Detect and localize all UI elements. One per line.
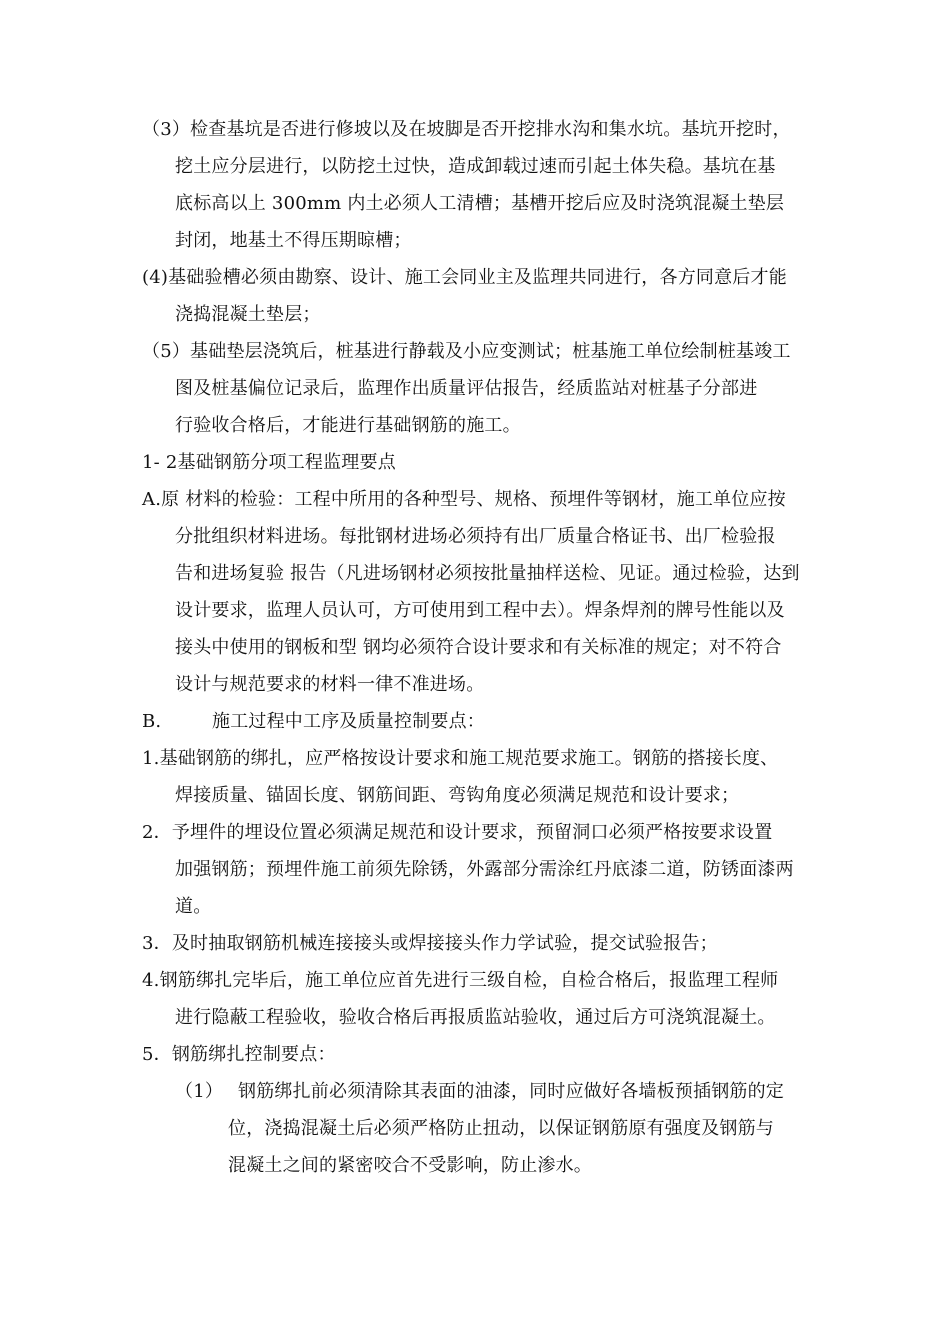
item-5-line-1: 5．钢筋绑扎控制要点：	[142, 1044, 336, 1065]
para-5-line-1: （5）基础垫层浇筑后，桩基进行静载及小应变测试；桩基施工单位绘制桩基竣工	[142, 341, 791, 362]
item-2-line-1: 2．予埋件的埋设位置必须满足规范和设计要求，预留洞口必须严格按要求设置	[142, 822, 773, 843]
para-5-line-3: 行验收合格后，才能进行基础钢筋的施工。	[175, 415, 521, 436]
para-4-line-1: (4)基础验槽必须由勘察、设计、施工会同业主及监理共同进行，各方同意后才能	[142, 267, 787, 288]
para-3-line-2: 挖土应分层进行，以防挖土过快，造成卸载过速而引起土体失稳。基坑在基	[175, 156, 776, 177]
item-2-line-2: 加强钢筋；预埋件施工前须先除锈，外露部分需涂红丹底漆二道，防锈面漆两	[175, 859, 794, 880]
para-3-line-1: （3）检查基坑是否进行修坡以及在坡脚是否开挖排水沟和集水坑。基坑开挖时，	[142, 119, 791, 140]
para-4-line-2: 浇捣混凝土垫层；	[175, 304, 321, 325]
para-a-line-1: A.原 材料的检验：工程中所用的各种型号、规格、预埋件等钢材，施工单位应按	[142, 489, 786, 510]
item-1-line-2: 焊接质量、锚固长度、钢筋间距、弯钩角度必须满足规范和设计要求；	[175, 785, 740, 806]
para-3-line-3: 底标高以上 300mm 内土必须人工清槽；基槽开挖后应及时浇筑混凝土垫层	[175, 193, 785, 214]
item-4-line-1: 4.钢筋绑扎完毕后，施工单位应首先进行三级自检，自检合格后，报监理工程师	[142, 970, 779, 991]
section-heading: 1- 2基础钢筋分项工程监理要点	[142, 452, 396, 473]
sub-1-line-3: 混凝土之间的紧密咬合不受影响，防止渗水。	[228, 1155, 592, 1176]
para-b-text: 施工过程中工序及质量控制要点：	[212, 711, 485, 732]
item-1-line-1: 1.基础钢筋的绑扎，应严格按设计要求和施工规范要求施工。钢筋的搭接长度、	[142, 748, 779, 769]
para-3-line-4: 封闭，地基土不得压期晾槽；	[175, 230, 412, 251]
para-a-line-4: 设计要求，监理人员认可，方可使用到工程中去）。焊条焊剂的牌号性能以及	[175, 600, 785, 621]
para-a-line-3: 告和进场复验 报告（凡进场钢材必须按批量抽样送检、见证。通过检验，达到	[175, 563, 800, 584]
para-a-line-6: 设计与规范要求的材料一律不准进场。	[175, 674, 485, 695]
sub-1-line-2: 位，浇捣混凝土后必须严格防止扭动，以保证钢筋原有强度及钢筋与	[228, 1118, 774, 1139]
item-2-line-3: 道。	[175, 896, 212, 917]
item-4-line-2: 进行隐蔽工程验收，验收合格后再报质监站验收，通过后方可浇筑混凝土。	[175, 1007, 776, 1028]
para-a-line-5: 接头中使用的钢板和型 钢均必须符合设计要求和有关标准的规定；对不符合	[175, 637, 782, 658]
para-b-label: B.	[142, 711, 162, 732]
para-5-line-2: 图及桩基偏位记录后，监理作出质量评估报告，经质监站对桩基子分部进	[175, 378, 758, 399]
sub-1-label: （1）	[175, 1081, 224, 1102]
para-a-line-2: 分批组织材料进场。每批钢材进场必须持有出厂质量合格证书、出厂检验报	[175, 526, 776, 547]
item-3-line-1: 3．及时抽取钢筋机械连接接头或焊接接头作力学试验，提交试验报告；	[142, 933, 718, 954]
sub-1-line-1: 钢筋绑扎前必须清除其表面的油漆，同时应做好各墙板预插钢筋的定	[238, 1081, 784, 1102]
